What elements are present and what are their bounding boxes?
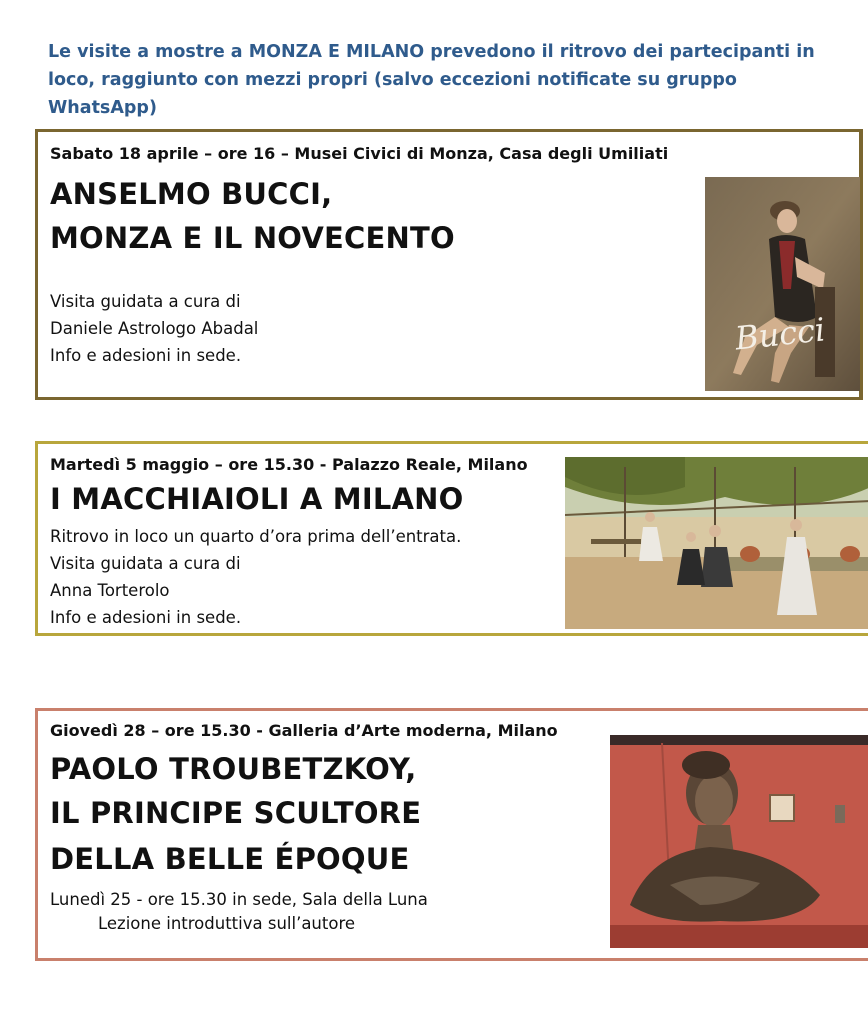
event-card-macchiaioli <box>35 441 868 636</box>
intro-line: loco, raggiunto con mezzi propri (salvo eccezioni notificate su gruppo WhatsApp) <box>48 70 737 118</box>
event-title-line: ANSELMO BUCCI, <box>50 177 333 211</box>
macchiaioli-painting-image <box>565 457 868 629</box>
event-header: Martedì 5 maggio – ore 15.30 - Palazzo Reale, Milano <box>50 455 528 474</box>
bucci-signature: Bucci <box>733 310 827 358</box>
event-body-line: Ritrovo in loco un quarto d’ora prima dell’entrata. <box>50 527 462 546</box>
event-body-line: Lezione introduttiva sull’autore <box>98 914 356 933</box>
event-body-line: Anna Torterolo <box>50 581 170 600</box>
event-title-line: MONZA E IL NOVECENTO <box>50 221 455 255</box>
event-title-line: DELLA BELLE ÉPOQUE <box>50 842 410 876</box>
event-card-troubetzkoy <box>35 708 868 961</box>
event-title-line: PAOLO TROUBETZKOY, <box>50 752 417 786</box>
troubetzkoy-sculpture-image <box>610 735 868 948</box>
event-body-line: Lunedì 25 - ore 15.30 in sede, Sala della Luna <box>50 890 428 909</box>
event-title-line: IL PRINCIPE SCULTORE <box>50 796 422 830</box>
event-body-line: Visita guidata a cura di <box>50 554 241 573</box>
intro-line: Le visite a mostre a MONZA E MILANO prevedono il ritrovo dei partecipanti in <box>48 42 815 62</box>
bucci-painting-image <box>705 177 860 391</box>
event-body-line: Visita guidata a cura di <box>50 292 241 311</box>
event-header: Sabato 18 aprile – ore 16 – Musei Civici di Monza, Casa degli Umiliati <box>50 144 669 163</box>
event-body-line: Info e adesioni in sede. <box>50 608 242 627</box>
event-title-line: I MACCHIAIOLI A MILANO <box>50 482 464 516</box>
event-body-line: Info e adesioni in sede. <box>50 346 242 365</box>
event-body-line: Daniele Astrologo Abadal <box>50 319 259 338</box>
event-header: Giovedì 28 – ore 15.30 - Galleria d’Arte moderna, Milano <box>50 721 558 740</box>
intro-notice <box>48 38 848 122</box>
event-card-bucci <box>35 129 863 400</box>
